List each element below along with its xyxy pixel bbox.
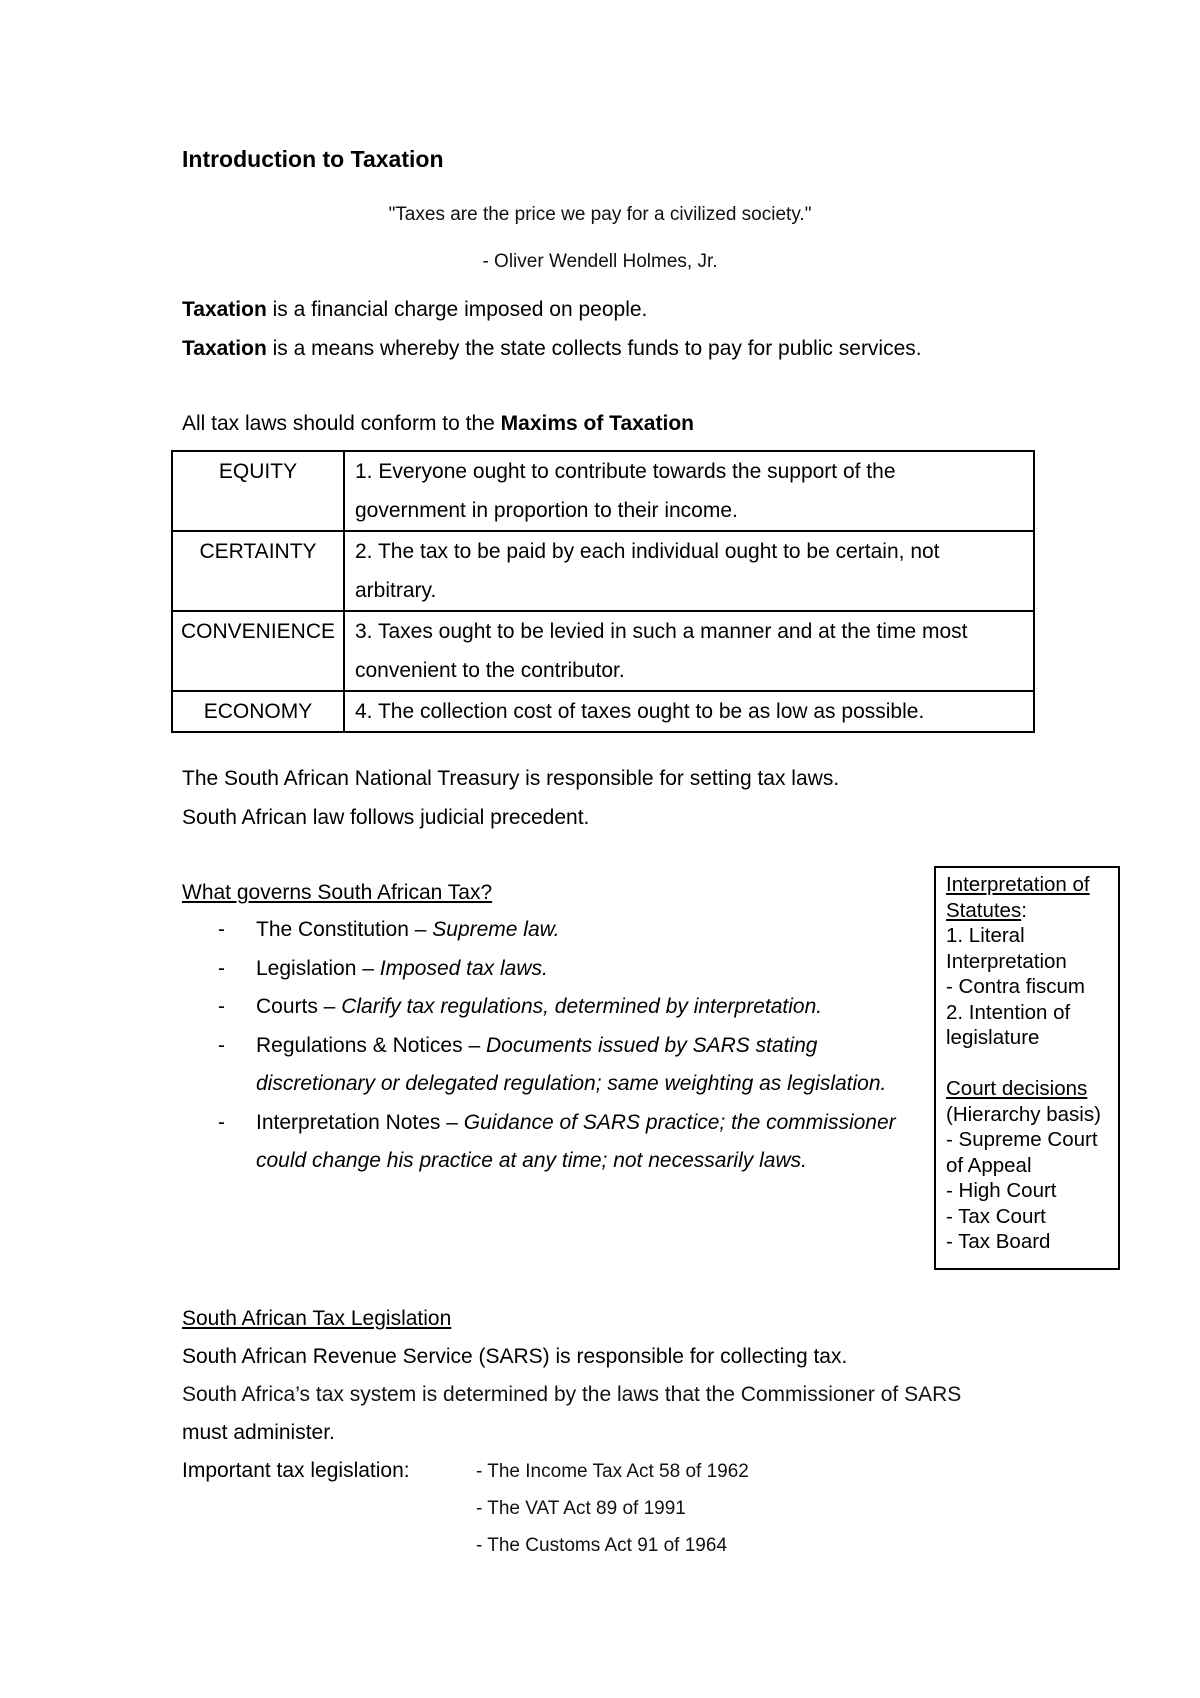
table-row bbox=[172, 531, 1034, 611]
legislation-line-1: South African Revenue Service (SARS) is responsible for collecting tax. bbox=[182, 1345, 848, 1368]
maxim-label: CERTAINTY bbox=[172, 531, 344, 611]
maxim-label: CONVENIENCE bbox=[172, 611, 344, 691]
governs-heading: What governs South African Tax? bbox=[182, 881, 493, 904]
legislation-heading: South African Tax Legislation bbox=[182, 1307, 452, 1330]
table-row bbox=[172, 611, 1034, 691]
list-item: - Courts – Clarify tax regulations, determined by interpretation. bbox=[218, 995, 823, 1018]
sidebox-line: 1. Literal bbox=[946, 924, 1025, 947]
definition-1 bbox=[182, 291, 647, 329]
maxim-description: 4. The collection cost of taxes ought to be as low as possible. bbox=[344, 691, 1034, 732]
sidebox-line: - Contra fiscum bbox=[946, 975, 1085, 998]
list-item: - Interpretation Notes – Guidance of SARS practice; the commissioner could change his practice at any time; not necessarily laws. bbox=[218, 1110, 896, 1172]
sidebox-line: - Tax Court bbox=[946, 1204, 1046, 1228]
treasury-line-2: South African law follows judicial precedent. bbox=[182, 806, 590, 829]
sidebox-line: - High Court bbox=[946, 1179, 1057, 1202]
maxim-description: 2. The tax to be paid by each individual ought to be certain, not arbitrary. bbox=[344, 531, 1034, 611]
sidebox-line: - Tax Board bbox=[946, 1230, 1051, 1253]
maxim-label: ECONOMY bbox=[172, 691, 344, 732]
maxim-description: 3. Taxes ought to be levied in such a manner and at the time most convenient to the contributor. bbox=[344, 611, 1034, 691]
act-item: - The Customs Act 91 of 1964 bbox=[476, 1535, 728, 1556]
legislation-line-3: must administer. bbox=[182, 1421, 335, 1444]
table-row bbox=[172, 451, 1034, 531]
treasury-line-1: The South African National Treasury is responsible for setting tax laws. bbox=[182, 767, 840, 790]
quote-author: - Oliver Wendell Holmes, Jr. bbox=[482, 251, 718, 272]
legislation-line-2: South Africa’s tax system is determined by the laws that the Commissioner of SARS bbox=[182, 1383, 962, 1406]
table-row bbox=[172, 691, 1034, 732]
quote-text: "Taxes are the price we pay for a civilized society." bbox=[388, 204, 812, 225]
sidebox-heading-line2: Statutes: bbox=[946, 898, 1027, 922]
maxims-intro: All tax laws should conform to the Maxims of Taxation bbox=[182, 412, 694, 435]
maxims-table bbox=[171, 450, 1035, 733]
definition-term: Taxation bbox=[182, 337, 267, 360]
maxim-description: 1. Everyone ought to contribute towards the support of the government in proportion to their income. bbox=[344, 451, 1034, 531]
list-item: - Regulations & Notices – Documents issued by SARS stating discretionary or delegated regulation; same weighting as legislation. bbox=[218, 1033, 887, 1095]
maxim-label: EQUITY bbox=[172, 451, 344, 531]
definition-term: Taxation bbox=[182, 298, 267, 321]
page-title: Introduction to Taxation bbox=[182, 146, 444, 172]
definition-text: is a financial charge imposed on people. bbox=[266, 298, 648, 321]
maxims-intro-bold: Maxims of Taxation bbox=[500, 412, 694, 435]
governs-list bbox=[218, 911, 898, 1181]
sidebox-line: 2. Intention of bbox=[946, 1000, 1071, 1024]
sidebox-line: of Appeal bbox=[946, 1153, 1032, 1177]
list-item: - The Constitution – Supreme law. bbox=[218, 918, 560, 941]
important-legislation-label: Important tax legislation: bbox=[182, 1459, 410, 1482]
sidebox-line: - Supreme Court bbox=[946, 1128, 1098, 1151]
sidebox-line: legislature bbox=[946, 1026, 1040, 1049]
court-decisions-heading: Court decisions bbox=[946, 1077, 1088, 1100]
act-item: - The VAT Act 89 of 1991 bbox=[476, 1498, 686, 1519]
definition-text: is a means whereby the state collects funds to pay for public services. bbox=[266, 337, 922, 360]
interpretation-sidebox bbox=[934, 866, 1120, 1270]
list-item: - Legislation – Imposed tax laws. bbox=[218, 956, 548, 980]
sidebox-heading-line1: Interpretation of bbox=[946, 873, 1090, 896]
sidebox-line: Interpretation bbox=[946, 949, 1067, 973]
definition-2 bbox=[182, 330, 922, 368]
act-item: - The Income Tax Act 58 of 1962 bbox=[476, 1461, 749, 1482]
sidebox-line: (Hierarchy basis) bbox=[946, 1102, 1101, 1126]
